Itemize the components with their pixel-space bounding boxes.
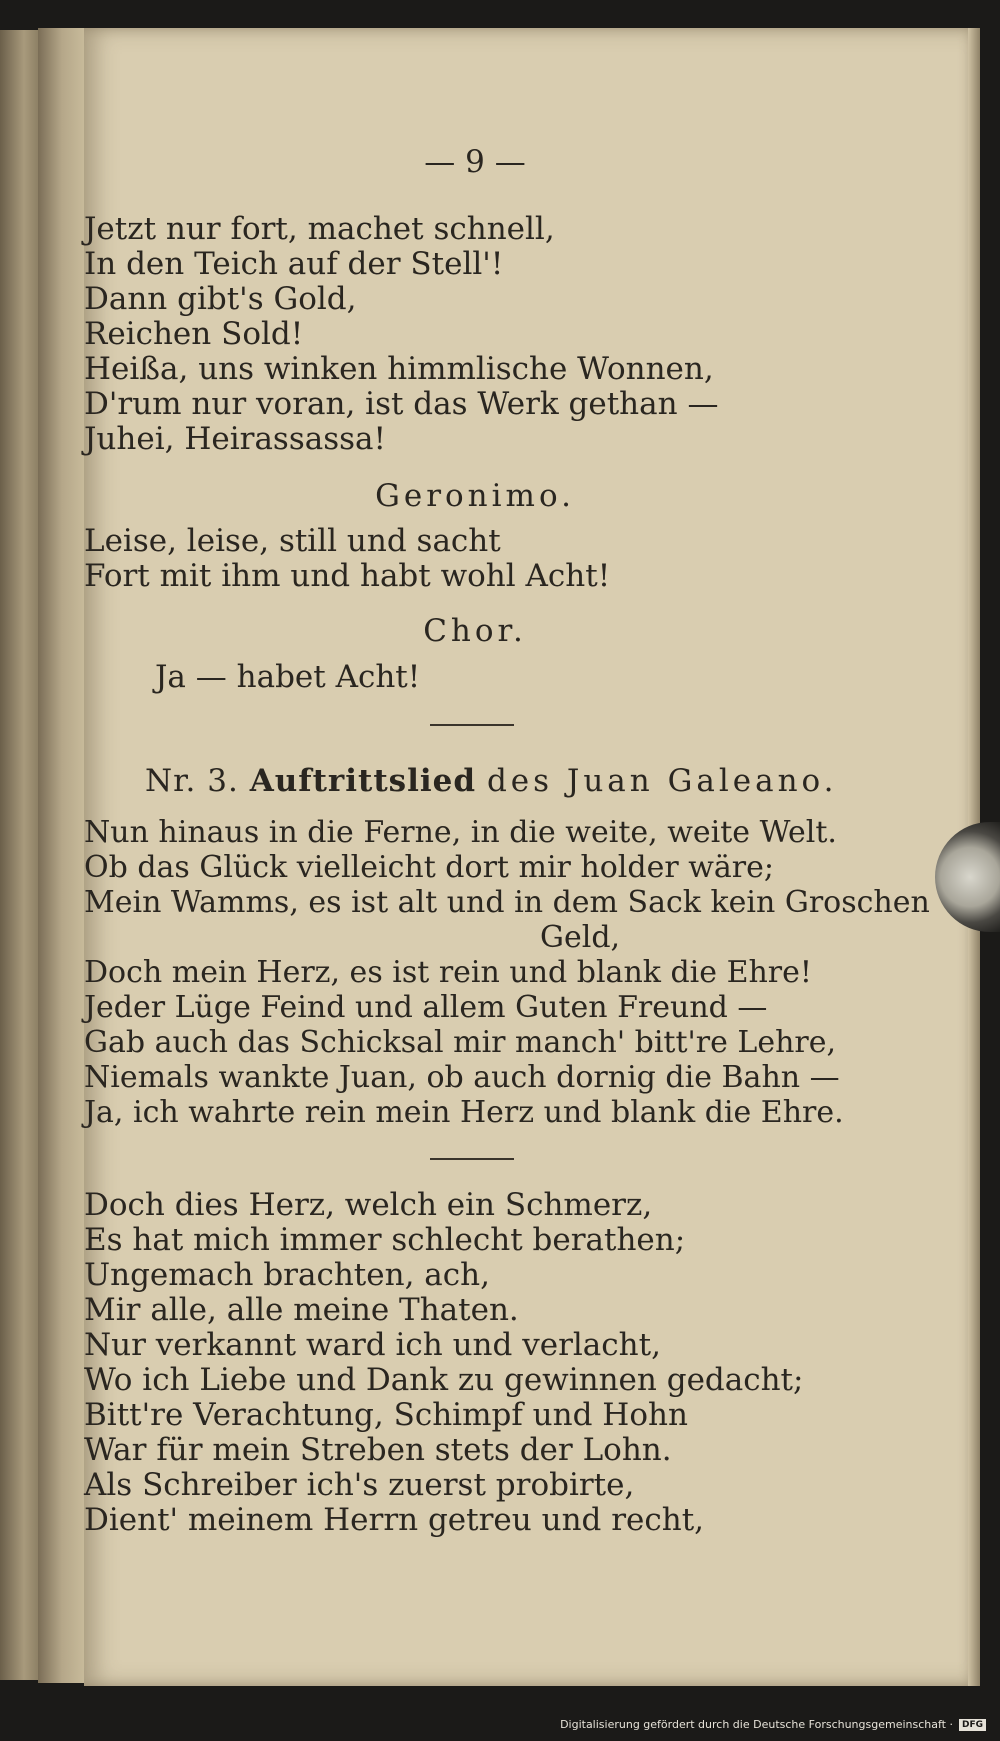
verse-line: Geld, [540, 920, 621, 955]
verse-line: Ungemach brachten, ach, [84, 1257, 490, 1293]
digitization-footer [560, 1718, 986, 1731]
verse-line: Bitt're Verachtung, Schimpf und Hohn [84, 1397, 688, 1433]
verse-line: Doch dies Herz, welch ein Schmerz, [84, 1187, 653, 1223]
section-subtitle: des Juan Galeano. [486, 763, 838, 799]
page-stack-left [0, 30, 40, 1680]
footer-text: Digitalisierung gefördert durch die Deutsche Forschungsgemeinschaft · [560, 1718, 953, 1731]
verse-line: Jetzt nur fort, machet schnell, [84, 211, 555, 247]
section-title: Auftrittslied [249, 763, 477, 799]
section-number: Nr. 3. [145, 763, 239, 799]
section-divider [430, 724, 514, 726]
verse-line: Wo ich Liebe und Dank zu gewinnen gedacht; [84, 1362, 804, 1398]
verse-line: Es hat mich immer schlecht berathen; [84, 1222, 686, 1258]
verse-line: Niemals wankte Juan, ob auch dornig die Bahn — [84, 1060, 840, 1095]
verse-line: Ja — habet Acht! [155, 659, 421, 695]
verse-line: In den Teich auf der Stell'! [84, 246, 504, 282]
verse-line: Jeder Lüge Feind und allem Guten Freund — [84, 990, 768, 1025]
verse-line: Ja, ich wahrte rein mein Herz und blank die Ehre. [84, 1095, 844, 1130]
verse-line: Dann gibt's Gold, [84, 281, 357, 317]
verse-line: Nur verkannt ward ich und verlacht, [84, 1327, 661, 1363]
page-number: — 9 — [424, 144, 526, 180]
verse-line: Gab auch das Schicksal mir manch' bitt're Lehre, [84, 1025, 837, 1060]
verse-line: Mein Wamms, es ist alt und in dem Sack kein Groschen [84, 885, 930, 920]
verse-line: Ob das Glück vielleicht dort mir holder wäre; [84, 850, 774, 885]
book-spine [38, 28, 86, 1683]
verse-line: Mir alle, alle meine Thaten. [84, 1292, 519, 1328]
section-heading [145, 764, 838, 799]
speaker-name: Chor. [423, 613, 527, 649]
verse-line: Fort mit ihm und habt wohl Acht! [84, 558, 611, 594]
speaker-name: Geronimo. [375, 478, 575, 514]
dfg-logo: DFG [959, 1719, 986, 1731]
verse-line: Als Schreiber ich's zuerst probirte, [84, 1467, 635, 1503]
verse-line: Dient' meinem Herrn getreu und recht, [84, 1502, 705, 1538]
section-divider [430, 1158, 514, 1160]
verse-line: Doch mein Herz, es ist rein und blank die Ehre! [84, 955, 812, 990]
verse-line: Juhei, Heirassassa! [84, 421, 386, 457]
verse-line: War für mein Streben stets der Lohn. [84, 1432, 672, 1468]
verse-line: D'rum nur voran, ist das Werk gethan — [84, 386, 719, 422]
verse-line: Heißa, uns winken himmlische Wonnen, [84, 351, 714, 387]
verse-line: Nun hinaus in die Ferne, in die weite, weite Welt. [84, 815, 837, 850]
verse-line: Leise, leise, still und sacht [84, 523, 501, 559]
verse-line: Reichen Sold! [84, 316, 304, 352]
